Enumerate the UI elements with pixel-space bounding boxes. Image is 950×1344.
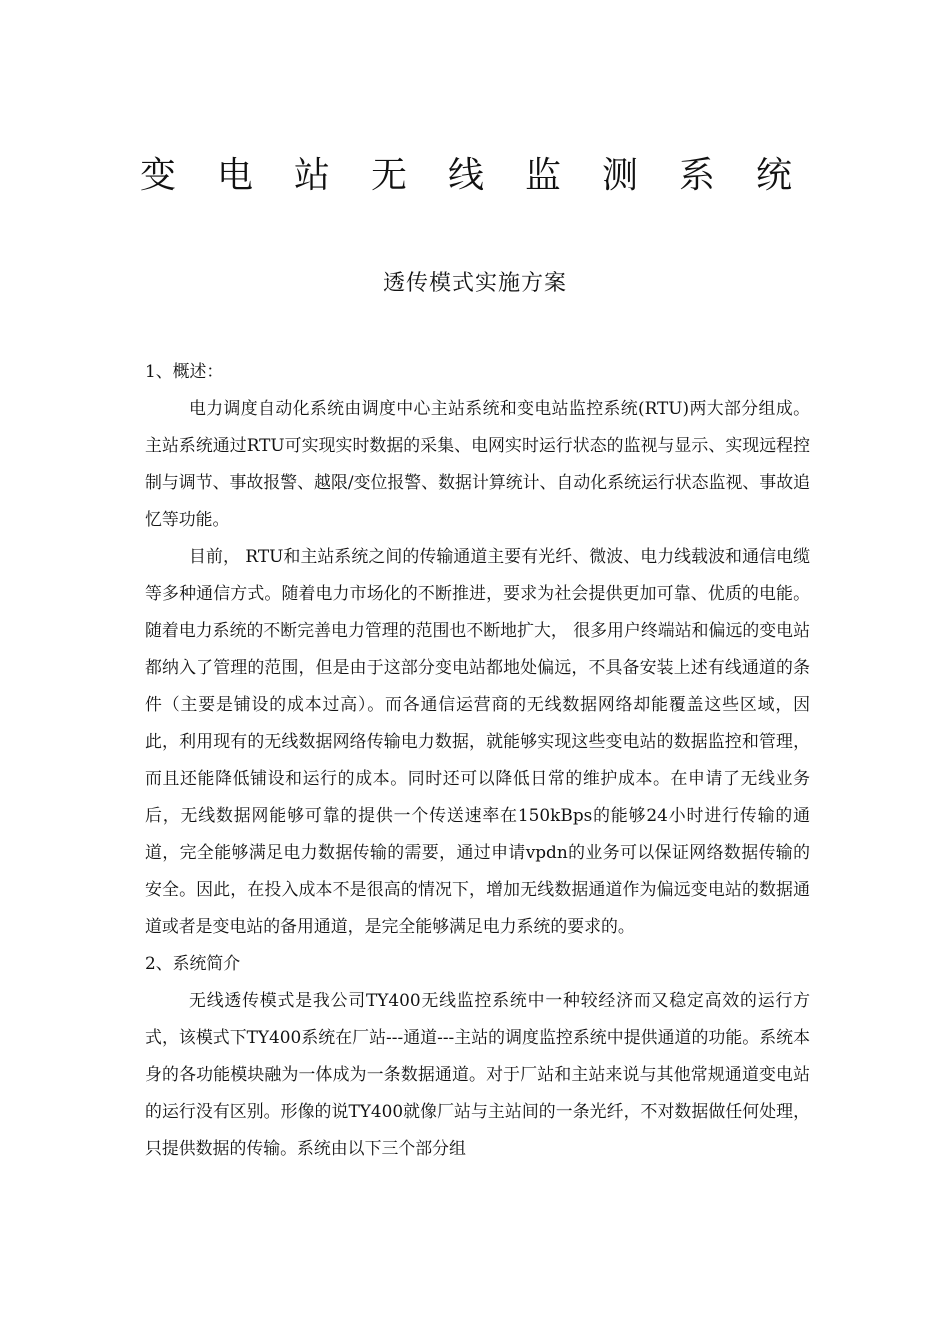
- document-title: 变电站无线监测系统: [140, 155, 834, 196]
- paragraph-system-intro-1: 无线透传模式是我公司TY400无线监控系统中一种较经济而又稳定高效的运行方式，该模式下TY400系统在厂站---通道---主站的调度监控系统中提供通道的功能。系统本身的各功能模块融为一体成为一条数据通道。对于厂站和主站来说与其他常规通道变电站的运行没有区别。形像的说TY400就像厂站与主站间的一条光纤，不对数据做任何处理，只提供数据的传输。系统由以下三个部分组: [145, 990, 810, 1158]
- section-heading-overview: 1、概述：: [145, 361, 224, 381]
- paragraph-overview-1: 电力调度自动化系统由调度中心主站系统和变电站监控系统(RTU)两大部分组成。主站系统通过RTU可实现实时数据的采集、电网实时运行状态的监视与显示、实现远程控制与调节、事故报警、越限/变位报警、数据计算统计、自动化系统运行状态监视、事故追忆等功能。: [145, 398, 810, 529]
- document-body: [145, 353, 810, 1167]
- section-heading-system-intro: 2、系统简介: [145, 953, 241, 973]
- document-subtitle: 透传模式实施方案: [382, 271, 567, 296]
- paragraph-overview-2: 目前， RTU和主站系统之间的传输通道主要有光纤、微波、电力线载波和通信电缆等多种通信方式。随着电力市场化的不断推进，要求为社会提供更加可靠、优质的电能。随着电力系统的不断完善电力管理的范围也不断地扩大， 很多用户终端站和偏远的变电站都纳入了管理的范围，但是由于这部分变电站都地处偏远，不具备安装上述有线通道的条件（主要是铺设的成本过高）。而各通信运营商的无线数据网络却能覆盖这些区域，因此，利用现有的无线数据网络传输电力数据，就能够实现这些变电站的数据监控和管理，而且还能降低铺设和运行的成本。同时还可以降低日常的维护成本。在申请了无线业务后，无线数据网能够可靠的提供一个传送速率在150kBps的能够24小时进行传输的通道，完全能够满足电力数据传输的需要，通过申请vpdn的业务可以保证网络数据传输的安全。因此，在投入成本不是很高的情况下，增加无线数据通道作为偏远变电站的数据通道或者是变电站的备用通道，是完全能够满足电力系统的要求的。: [145, 546, 810, 936]
